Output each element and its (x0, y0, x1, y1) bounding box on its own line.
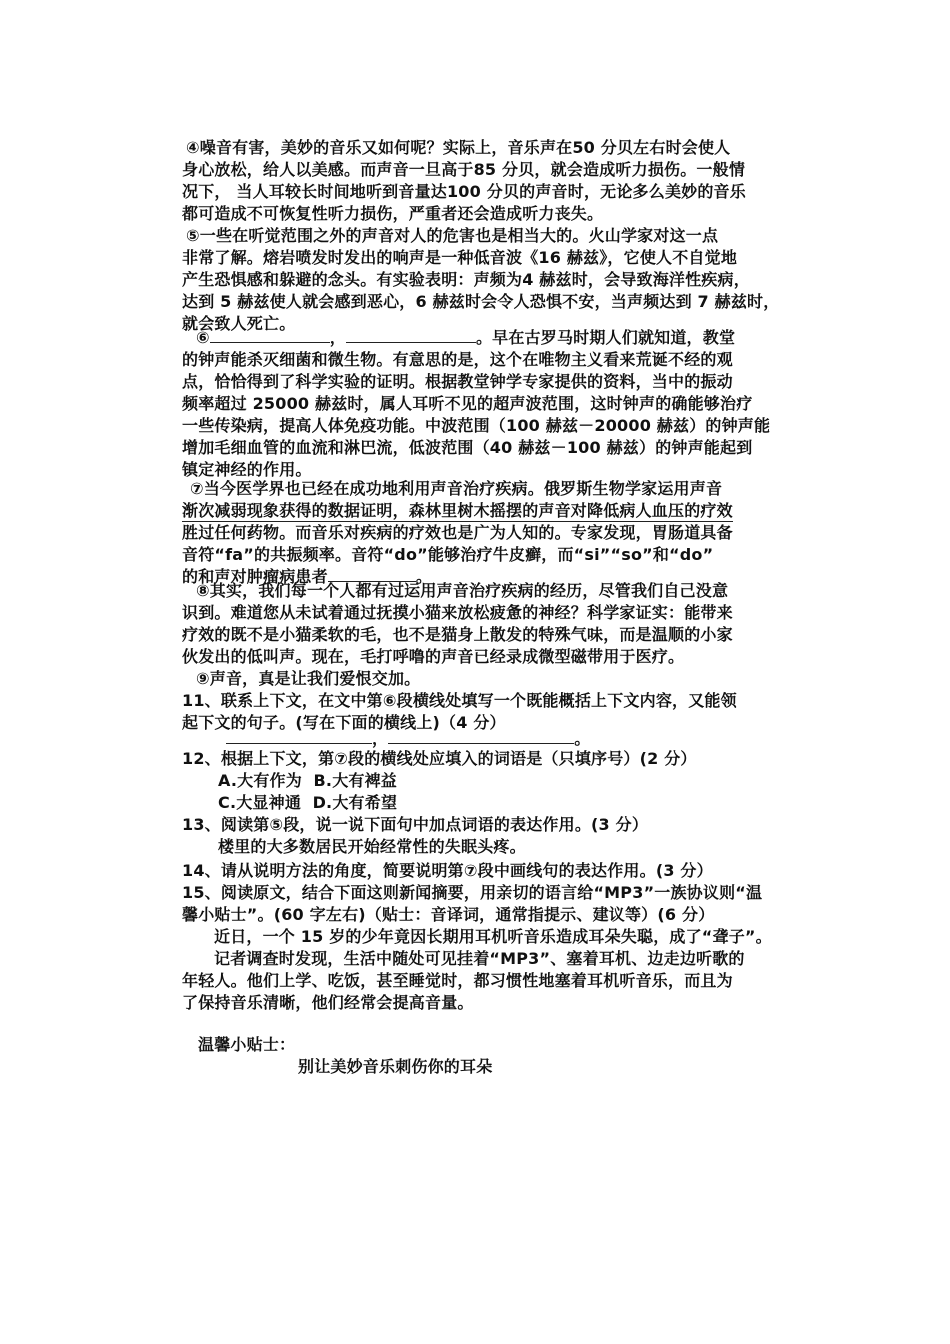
para8-line1: ⑧其实，我们每一个人都有过运用声音治疗疾病的经历，尽管我们自己没意 (196, 581, 729, 600)
para6-line1 (196, 327, 735, 349)
para5-line1: ⑤一些在听觉范围之外的声音对人的危害也是相当大的。火山学家对这一点 (186, 226, 719, 245)
q11-line1: 11、联系上下文，在文中第⑥段横线处填写一个既能概括上下文内容，又能领 (182, 691, 737, 710)
para7-line4: 音符“fa”的共振频率。音符“do”能够治疗牛皮癣，而“si”“so”和“do” (182, 545, 714, 564)
para7-line1: ⑦当今医学界也已经在成功地利用声音治疗疾病。俄罗斯生物学家运用声音 (190, 479, 723, 498)
para6-comma: ， (329, 328, 346, 347)
para8-line4: 伙发出的低叫声。现在，毛打呼噜的声音已经录成微型磁带用于医疗。 (182, 647, 685, 666)
para4-line2: 身心放松，给人以美感。而声音一旦高于85 分贝，就会造成听力损伤。一般情 (182, 160, 746, 179)
para6-line3: 点，恰恰得到了科学实验的证明。根据教堂钟学专家提供的资料，当中的振动 (182, 372, 733, 391)
para4-line4: 都可造成不可恢复性听力损伤，严重者还会造成听力丧失。 (182, 204, 604, 223)
para6-line4: 频率超过 25000 赫兹时，属人耳听不见的超声波范围，这时钟声的确能够治疗 (182, 394, 753, 413)
q11-line2: 起下文的句子。(写在下面的横线上)（4 分） (182, 713, 506, 732)
para8-line2: 识到。难道您从未试着通过抚摸小猫来放松疲惫的神经？科学家证实：能带来 (182, 603, 733, 622)
q15-line2: 馨小贴士”。(60 字左右)（贴士：音译词，通常指提示、建议等）(6 分） (182, 905, 715, 924)
para6-line5: 一些传染病，提高人体免疫功能。中波范围（100 赫兹－20000 赫兹）的钟声能 (182, 416, 771, 435)
para7-line5-text: 的和声对肿瘤病患者 (182, 567, 328, 586)
q12-line1: 12、根据上下文，第⑦段的横线处应填入的词语是（只填序号）(2 分） (182, 749, 697, 768)
q15-news-line2: 记者调查时发现，生活中随处可见挂着“MP3”、塞着耳机、边走边听歌的 (214, 949, 745, 968)
para4-line3: 况下， 当人耳较长时间地听到音量达100 分贝的声音时，无论多么美妙的音乐 (182, 182, 746, 201)
q11-answer-blank-2[interactable] (388, 728, 574, 744)
q12-option-a: A.大有作为 (218, 771, 302, 790)
para6-blank-2[interactable] (346, 327, 476, 343)
q11-answer-line (226, 728, 590, 750)
para8-line3: 疗效的既不是小猫柔软的毛，也不是猫身上散发的特殊气味，而是温顺的小家 (182, 625, 733, 644)
para7-line3-text: 胜过任何药物。而音乐对疾病的疗效也是广为人知的。专家发现，胃肠道具备 (182, 523, 733, 542)
para7-period: 。 (415, 567, 433, 586)
q15-news-line3: 年轻人。他们上学、吃饭，甚至睡觉时，都习惯性地塞着耳机听音乐，而且为 (182, 971, 733, 990)
para5-line3: 产生恐惧感和躲避的念头。有实验表明：声频为4 赫兹时，会导致海洋性疾病， (182, 270, 750, 289)
q15-news-line1: 近日，一个 15 岁的少年竟因长期用耳机听音乐造成耳朵失聪，成了“聋子”。 (214, 927, 772, 946)
q15-news-line4: 了保持音乐清晰，他们经常会提高音量。 (182, 993, 474, 1012)
para6-number: ⑥ (196, 328, 210, 347)
para7-line2 (182, 500, 733, 522)
q12-option-c: C.大显神通 (218, 793, 302, 812)
q12-options-row2 (218, 792, 397, 814)
para4-line1: ④噪音有害，美妙的音乐又如何呢？实际上，音乐声在50 分贝左右时会使人 (186, 138, 731, 157)
para5-line5: 就会致人死亡。 (182, 314, 296, 333)
tip-text: 别让美妙音乐刺伤你的耳朵 (298, 1057, 493, 1076)
para7-underlined-sentence: 渐次减弱现象获得的数据证明，森林里树木摇摆的声音对降低病人血压的疗效 (182, 501, 733, 520)
para6-line1-rest: 。早在古罗马时期人们就知道，教堂 (475, 328, 736, 347)
q13-sentence: 楼里的大多数居民开始经常性的失眠头疼。 (218, 837, 526, 856)
q13-line1: 13、阅读第⑤段，说一说下面句中加点词语的表达作用。(3 分） (182, 815, 649, 834)
q11-period: 。 (574, 729, 591, 748)
q12-option-b: B.大有裨益 (313, 771, 397, 790)
para9: ⑨声音，真是让我们爱恨交加。 (196, 669, 421, 688)
para6-line7: 镇定神经的作用。 (182, 460, 312, 479)
q12-options-row1 (218, 770, 397, 792)
para5-line4: 达到 5 赫兹使人就会感到恶心，6 赫兹时会令人恐惧不安，当声频达到 7 赫兹时， (182, 292, 780, 311)
tip-label: 温馨小贴士： (198, 1035, 296, 1054)
q11-answer-blank-1[interactable] (226, 728, 372, 744)
para6-line2: 的钟声能杀灭细菌和微生物。有意思的是，这个在唯物主义看来荒诞不经的观 (182, 350, 733, 369)
para6-line6: 增加毛细血管的血流和淋巴流，低波范围（40 赫兹－100 赫兹）的钟声能起到 (182, 438, 753, 457)
q11-comma: ， (372, 729, 389, 748)
para5-line2: 非常了解。熔岩喷发时发出的响声是一种低音波《16 赫兹》，它使人不自觉地 (182, 248, 738, 267)
para6-blank-1[interactable] (210, 327, 330, 343)
q15-line1: 15、阅读原文，结合下面这则新闻摘要，用亲切的语言给“MP3”一族协议则“温 (182, 883, 763, 902)
para7-line3 (182, 522, 733, 544)
q14: 14、请从说明方法的角度，简要说明第⑦段中画线句的表达作用。(3 分） (182, 861, 713, 880)
q12-option-d: D.大有希望 (312, 793, 398, 812)
